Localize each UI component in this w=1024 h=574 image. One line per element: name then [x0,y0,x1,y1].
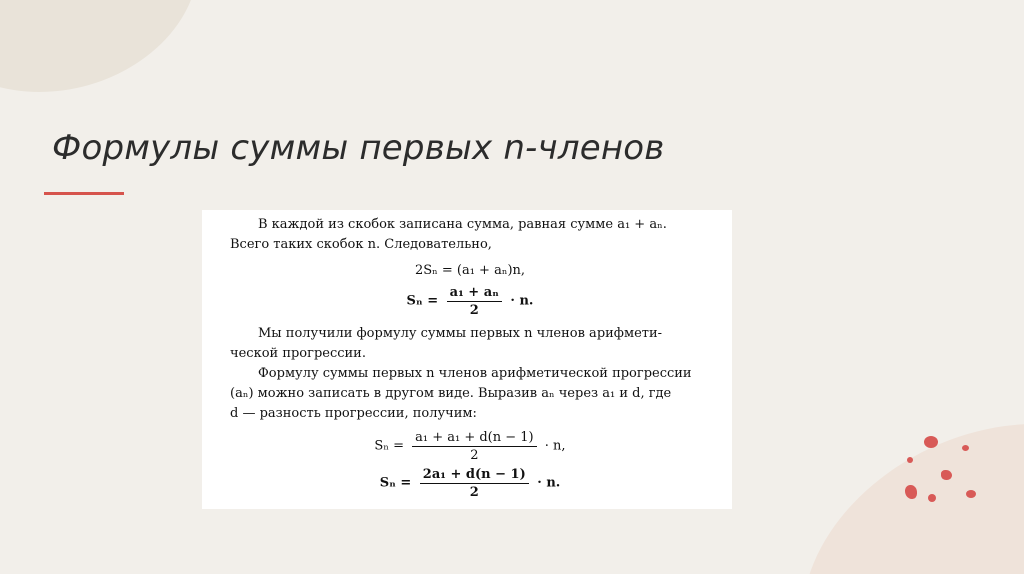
textbook-excerpt [202,210,732,509]
equation-1 [230,261,710,281]
equation-rhs: · n. [537,475,561,491]
page-title: Формулы суммы первых n-членов [52,128,665,168]
fraction [412,430,537,463]
fraction-denominator: 2 [469,303,479,318]
decorative-blob-top-left [0,0,224,122]
decorative-blob-bottom-right [749,364,1024,574]
decorative-dot [905,485,917,499]
equation-4 [230,467,710,500]
fraction [447,285,502,318]
decorative-dot [962,445,969,451]
decorative-dot [928,494,936,502]
decorative-dot [941,470,952,480]
equation-text: 2Sₙ = (a₁ + aₙ)n, [414,263,526,278]
equation-rhs: · n, [544,438,566,454]
equation-3 [230,430,710,463]
text-line: d — разность прогрессии, получим: [230,406,477,421]
equation-lhs: Sₙ = [379,475,412,491]
text-line: Всего таких скобок n. Следовательно, [230,237,492,252]
fraction-denominator: 2 [470,448,479,463]
text-line: ческой прогрессии. [230,346,366,361]
text-line: В каждой из скобок записана сумма, равная сумме a₁ + aₙ. [258,217,667,232]
decorative-dot [907,457,913,463]
equation-2 [230,285,710,318]
text-line: Формулу суммы первых n членов арифметической прогрессии [258,366,692,381]
fraction-denominator: 2 [469,485,479,500]
fraction-numerator: a₁ + a₁ + d(n − 1) [412,430,537,447]
equation-lhs: Sₙ = [406,293,439,309]
fraction-numerator: 2a₁ + d(n − 1) [420,467,529,484]
text-line: Мы получили формулу суммы первых n членов арифмети- [258,326,663,341]
fraction-numerator: a₁ + aₙ [447,285,502,302]
decorative-dot [966,490,976,498]
fraction [420,467,529,500]
decorative-dot [924,436,938,448]
equation-rhs: · n. [510,293,534,309]
title-underline [44,192,124,195]
text-line: (aₙ) можно записать в другом виде. Выразив aₙ через a₁ и d, где [230,386,672,401]
equation-lhs: Sₙ = [374,438,404,454]
